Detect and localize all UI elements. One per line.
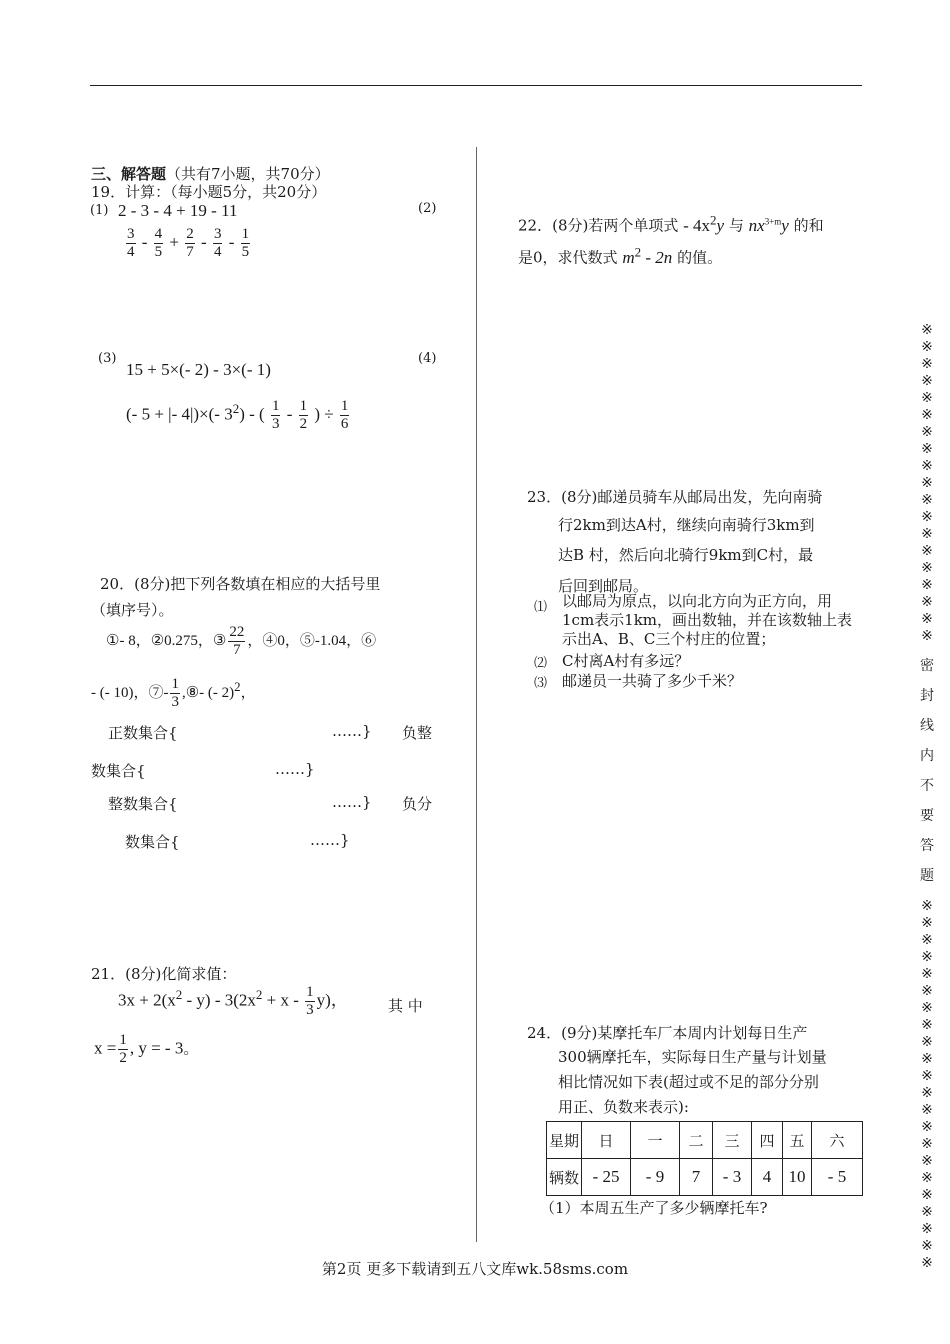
q21-condition: x = $\frac{1}{2}$ , y = - 3。 <box>94 1032 199 1067</box>
q23-line1: 23．(8分)邮递员骑车从邮局出发，先向南骑 <box>527 488 823 506</box>
production-table <box>546 1121 863 1196</box>
q23-line4: 后回到邮局。 <box>558 577 649 595</box>
fraction: $\frac{1}{3}$ <box>171 676 179 711</box>
q20-integer-set: 整数集合{ <box>108 795 178 813</box>
fraction: $\frac{4}{5}$ <box>154 226 163 261</box>
fraction: $\frac{1}{2}$ <box>299 398 308 433</box>
q20-neg-frac-set-head: 负分 <box>402 795 433 813</box>
q20-neg-frac-set: 数集合{ <box>125 833 180 851</box>
fraction: $\frac{3}{4}$ <box>213 226 222 261</box>
q20-number-list: ①- 8，②0.275，③ $\frac{22}{7}$ ，④0，⑤-1.04，⑥ <box>106 624 377 659</box>
seal-marks-top: ※※※※※※※※※※※※※※※※※※※ <box>921 322 933 644</box>
fraction: $\frac{3}{4}$ <box>127 226 135 261</box>
q24-sub1: （1）本周五生产了多少辆摩托车? <box>540 1199 768 1217</box>
seal-word: 题 <box>920 868 934 884</box>
q19-part3-expression: 15 + 5×(- 2) - 3×(- 1) <box>126 360 271 379</box>
seal-word: 线 <box>920 718 934 734</box>
section-heading-label: 三、解答题 <box>91 165 167 183</box>
table-cell: 日 <box>582 1122 631 1159</box>
table-cell: - 9 <box>631 1159 680 1196</box>
q19-part4-expression: (- 5 + |- 4|)×(- $3^2$) - ( $\frac{1}{3}$ - $\frac{1}{2}$ ) ÷ $\frac{1}{6}$ <box>126 398 349 433</box>
table-cell: 10 <box>783 1159 812 1196</box>
seal-word: 封 <box>920 688 934 704</box>
column-divider <box>476 147 477 1242</box>
fraction: $\frac{1}{6}$ <box>340 398 349 433</box>
q20-positive-set-end: ……} <box>332 722 372 740</box>
q22-line2: 是0，求代数式 $m^2 - 2n$ 的值。 <box>518 244 723 267</box>
q19-part1-expression: 2 - 3 - 4 + 19 - 11 <box>118 201 238 220</box>
q21-expression: $3x + 2(x^2 - y) - 3(2x^2 + x$ - $\frac{1}{3}$ y)， <box>118 984 348 1019</box>
q23-line3: 达B 村，然后向北骑行9km到C村，最 <box>558 546 814 564</box>
q23-line2: 行2km到达A村，继续向南骑行3km到 <box>558 516 815 534</box>
q20-integer-set-end: ……} <box>332 793 372 811</box>
q20-neg-int-set: 数集合{ <box>91 762 146 780</box>
q19-part1-label: (1) <box>90 203 109 218</box>
q20-positive-set: 正数集合{ <box>108 724 178 742</box>
table-cell: 4 <box>752 1159 783 1196</box>
fraction: $\frac{2}{7}$ <box>186 226 194 261</box>
page-footer: 第2页 更多下载请到五八文库wk.58sms.com <box>321 1260 629 1278</box>
q20-neg-int-set-end: ……} <box>275 760 315 778</box>
q22-line1: 22．(8分)若两个单项式 - $4x^2y$ 与 $nx^{3+m}y$ 的和 <box>518 212 824 235</box>
seal-word: 不 <box>920 778 934 794</box>
q20-number-list-cont: - (- 10)，⑦- $\frac{1}{3}$ ,⑧- (- 2)$^2$， <box>91 676 256 711</box>
fraction: $\frac{1}{3}$ <box>306 984 314 1019</box>
q23-sub1-label: ⑴ <box>534 600 548 615</box>
table-cell: 星期 <box>547 1122 582 1159</box>
table-cell: - 3 <box>713 1159 752 1196</box>
q19-part2-label: (2) <box>418 201 437 216</box>
q20-neg-int-set-head: 负整 <box>402 724 433 742</box>
fraction: $\frac{1}{5}$ <box>241 226 250 261</box>
q19-part2-expression: $\frac{3}{4}$ - $\frac{4}{5}$ + $\frac{2}{7}$ - $\frac{3}{4}$ - $\frac{1}{5}$ <box>127 226 250 261</box>
q23-sub2-label: ⑵ <box>534 656 548 671</box>
q24-line3: 相比情况如下表(超过或不足的部分分别 <box>558 1073 819 1091</box>
table-header-row <box>547 1122 863 1159</box>
table-cell: 一 <box>631 1122 680 1159</box>
q21-title: 21．(8分)化简求值： <box>91 965 237 983</box>
fraction: $\frac{22}{7}$ <box>229 624 245 659</box>
q23-sub1: 以邮局为原点，以向北方向为正方向，用1cm表示1km，画出数轴，并在该数轴上表示出A、B、C三个村庄的位置； <box>562 592 853 648</box>
table-cell: - 5 <box>812 1159 863 1196</box>
table-row <box>547 1159 863 1196</box>
seal-line-strip <box>916 322 938 1272</box>
table-cell: 7 <box>680 1159 713 1196</box>
seal-word: 密 <box>920 658 934 674</box>
q23-sub2: C村离A村有多远？ <box>562 652 690 670</box>
table-cell: 五 <box>783 1122 812 1159</box>
q24-line1: 24．(9分)某摩托车厂本周内计划每日生产 <box>527 1024 808 1042</box>
q24-line2: 300辆摩托车，实际每日生产量与计划量 <box>558 1048 827 1066</box>
q19-title: 19．计算：（每小题5分，共20分） <box>91 183 327 201</box>
q23-sub3: 邮递员一共骑了多少千米？ <box>562 672 743 690</box>
q23-sub3-label: ⑶ <box>534 676 548 691</box>
table-cell: 三 <box>713 1122 752 1159</box>
table-cell: 六 <box>812 1122 863 1159</box>
table-cell: 四 <box>752 1122 783 1159</box>
header-rule <box>90 85 862 86</box>
section-heading-note: （共有7小题，共70分） <box>166 165 330 183</box>
fraction: $\frac{1}{3}$ <box>271 398 280 433</box>
q21-where: 其 中 <box>388 997 423 1015</box>
q20-line2: （填序号）。 <box>91 601 174 619</box>
table-cell: 辆数 <box>547 1159 582 1196</box>
q19-part3-label: (3) <box>98 351 117 366</box>
seal-word: 内 <box>920 748 934 764</box>
fraction: $\frac{1}{2}$ <box>119 1032 127 1067</box>
seal-word: 答 <box>920 838 934 854</box>
q24-line4: 用正、负数来表示): <box>558 1098 689 1116</box>
q20-line1: 20．(8分)把下列各数填在相应的大括号里 <box>100 575 381 593</box>
seal-word: 要 <box>920 808 934 824</box>
q19-part4-label: (4) <box>418 351 437 366</box>
table-cell: 二 <box>680 1122 713 1159</box>
q20-neg-frac-set-end: ……} <box>310 831 350 849</box>
seal-marks-bottom: ※※※※※※※※※※※※※※※※※※※※※※ <box>921 898 933 1271</box>
table-cell: - 25 <box>582 1159 631 1196</box>
